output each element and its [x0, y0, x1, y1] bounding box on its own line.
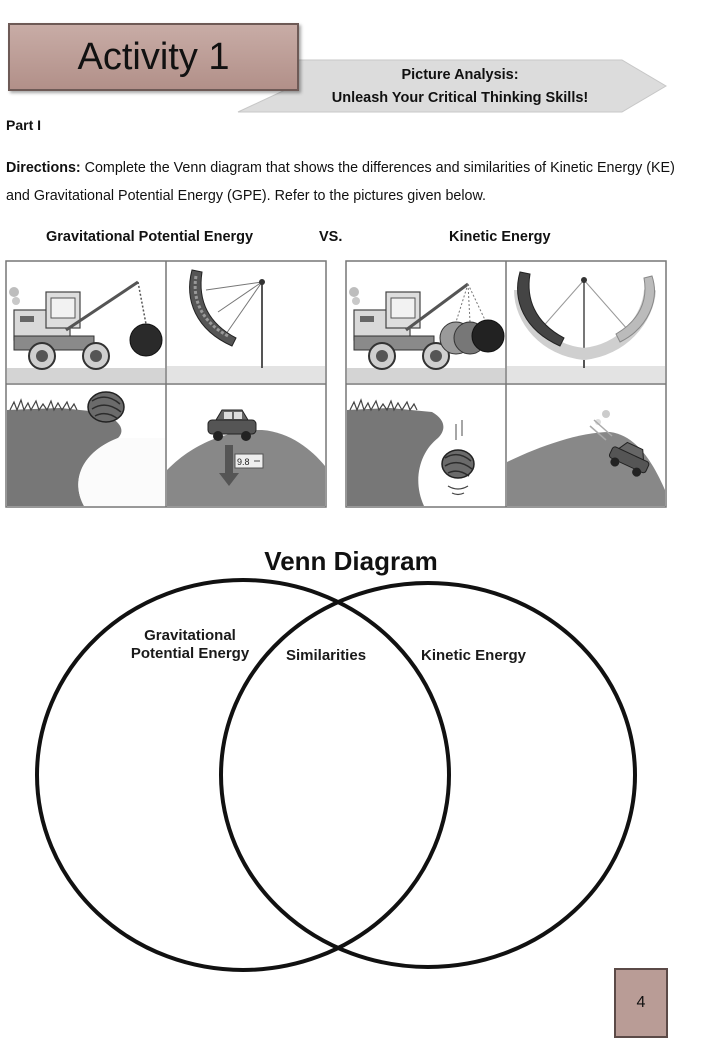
- page-number-box: [614, 968, 668, 1038]
- venn-title: Venn Diagram: [264, 546, 438, 576]
- vs-label: VS.: [319, 229, 343, 245]
- ribbon-line-1: Picture Analysis:: [401, 67, 519, 83]
- directions-text: Complete the Venn diagram that shows the differences and similarities of Kinetic Energy (KE) and Gravitational Potential Energy (GPE). Refer to the pictures given below.: [6, 160, 675, 204]
- ribbon-line-2: Unleash Your Critical Thinking Skills!: [331, 90, 589, 106]
- venn-left-label-line1: Gravitational: [144, 627, 236, 644]
- part-label: Part I: [6, 117, 42, 133]
- gpe-picture-grid: [6, 261, 326, 507]
- directions-label: Directions:: [6, 160, 81, 176]
- page-number: 4: [636, 994, 646, 1011]
- venn-left-label-line2: Potential Energy: [130, 645, 250, 662]
- gravity-value: 9.8: [237, 457, 250, 467]
- venn-middle-label: Similarities: [286, 647, 367, 664]
- venn-right-label: Kinetic Energy: [421, 647, 527, 664]
- ke-heading: Kinetic Energy: [449, 229, 551, 245]
- venn-right-circle: [221, 583, 635, 967]
- activity-title: Activity 1: [77, 35, 230, 78]
- gpe-heading: Gravitational Potential Energy: [46, 229, 254, 245]
- ke-picture-grid: [346, 261, 666, 507]
- venn-left-label: [110, 627, 270, 663]
